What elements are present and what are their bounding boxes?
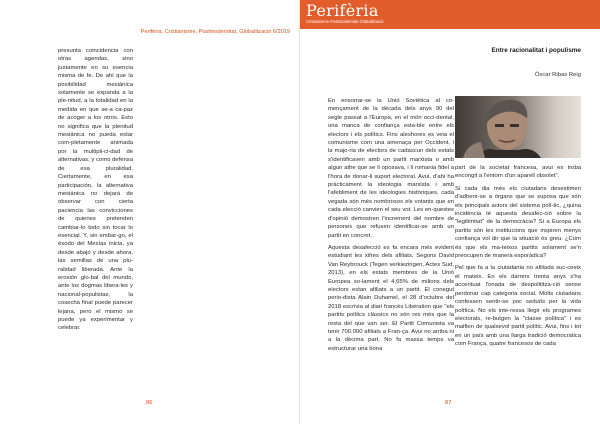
body-paragraph: part de la societat francesa, avui es troba encongit a l'entorn d'un aparell obsolet".	[455, 165, 581, 180]
right-page	[300, 0, 600, 424]
page-number: 87	[445, 400, 452, 406]
body-paragraph: Pel que fa a la ciutadania no afiliada suc-ceeix el mateix. En els darrers trenta anys s'ha accentuat l'onada de despolititza-ció sense perdonar cap categoria social. Molts ciutadans confessen sentir-se poc seduïts per la vida política. No els inte-ressa llegir els programes electorals, re-butgen la "classe política" i es malfien de qualsevol partit polític. Avui, fins i tot en un país amb una llarga tradició democràtica com França, quatre francesos de cada	[455, 265, 581, 348]
article-title: Entre racionalitat i populisme	[491, 47, 581, 54]
journal-logo-title: Perifèria	[306, 1, 379, 20]
body-paragraph: En ensorrar-se la Unió Soviètica al co-mençament de la dècada dels anys 90 del segle passat a l'Europa, en el món occi-dental, una manca de confiança esta-ble entre els electors i els polítics. Fins aleshores es veia el comunisme com una amenaça per Occident, i la majo-ria de electors de cadascun dels estats s'identificaven amb un partit marxista o amb algun altre que se li oposava, i li romania fidel a l'hora de donar-li suport electoral. Avui, d'ahí ha pràcticament la ideologia marxista i amb l'afebliment de les ideologies històriques, cada vegada són més nombrosos els votants que en cada elecció canvien el seu vot. Les en-questes d'opinió demostren l'increment del nombre de persones que refusen identificar-se amb un partit en concret.	[328, 98, 454, 239]
article-column-1	[328, 97, 454, 357]
page-number: 86	[146, 400, 153, 406]
left-page-text-column	[58, 47, 133, 337]
body-paragraph: Si cada dia més els ciutadans desestimen d'adherir-se a òrgans que se suposa que són els principals actors del sistema polí-tic, ¿quina incidència té aquesta desafec-ció sobre la "legitimitat" de la democràcia? Si a Europa els partits són les institucions que inspiren menys confiança vol dir que la situació és greu. ¿Com és que els ma-teixos partits solament se'n preocupen de manera esporàdica?	[455, 185, 581, 260]
running-head: Perifèria. Cristianisme, Postmodernitat, Globalització 6/2019	[140, 29, 290, 35]
portrait-image	[455, 96, 581, 158]
body-paragraph: Aquesta desafecció es fa encara més evident estudiant les xifres dels afiliats. Segons David Van Reybrouck (Tegen verkiezingen, Actes Sud, 2013), en els estats membres de la Unió Europea so-lament el 4,65% de milions dels electors estan afiliats a un partit. El conegut perio-dista Alain Duhamel, el 28 d'octubre del 2018 escrivia al diari francès Libération que "els partits polítics clàssics no són res més que la resta del que van ser. El Partit Comunista va tenir 700.000 afiliats a Fran-ça. Avui no arriba ni a la dècima part. No fa massa temps va estructurar una bona	[328, 244, 454, 352]
journal-banner	[300, 0, 600, 29]
article-author: Óscar Ribas Reig	[534, 72, 581, 78]
article-column-2	[455, 164, 581, 353]
author-portrait-photo	[455, 96, 581, 158]
journal-logo-subtitle: Cristianisme Postmodernitat Globalització	[306, 19, 384, 24]
body-paragraph: presunta coincidencia con otras agendas, sino justamente en su esencia misma de fe. De ahí que la posibilidad mesiánica solamente se expanda a la ple-nitud, a la totalidad en la medida en que se-a ca-paz de acoger a los otros. Esto no significa que la plenitud mesiánica no pueda estar com-pletamente animada por la multipli-ci-dad de alternativas, y como defensa de esa pluralidad. Ciertamente, en esa participación, la alternativa mesiánica no dejará de observar con cierta paciencia las convicciones de quienes pretenden cambiar-lo todo sin tocar lo esencial. Y, sin embar-go, el éxodo del Mesías inicia, ya desde abajo y desde ahora, las semillas de una plu-ralidad liberada. Ante la erosión glo-bal del mundo, ante los dogmas libera-les y nacional-populistas, la cosecha final puede parecer lejana, pero el mismo se puede ya experimentar y celebrar.	[58, 48, 133, 332]
